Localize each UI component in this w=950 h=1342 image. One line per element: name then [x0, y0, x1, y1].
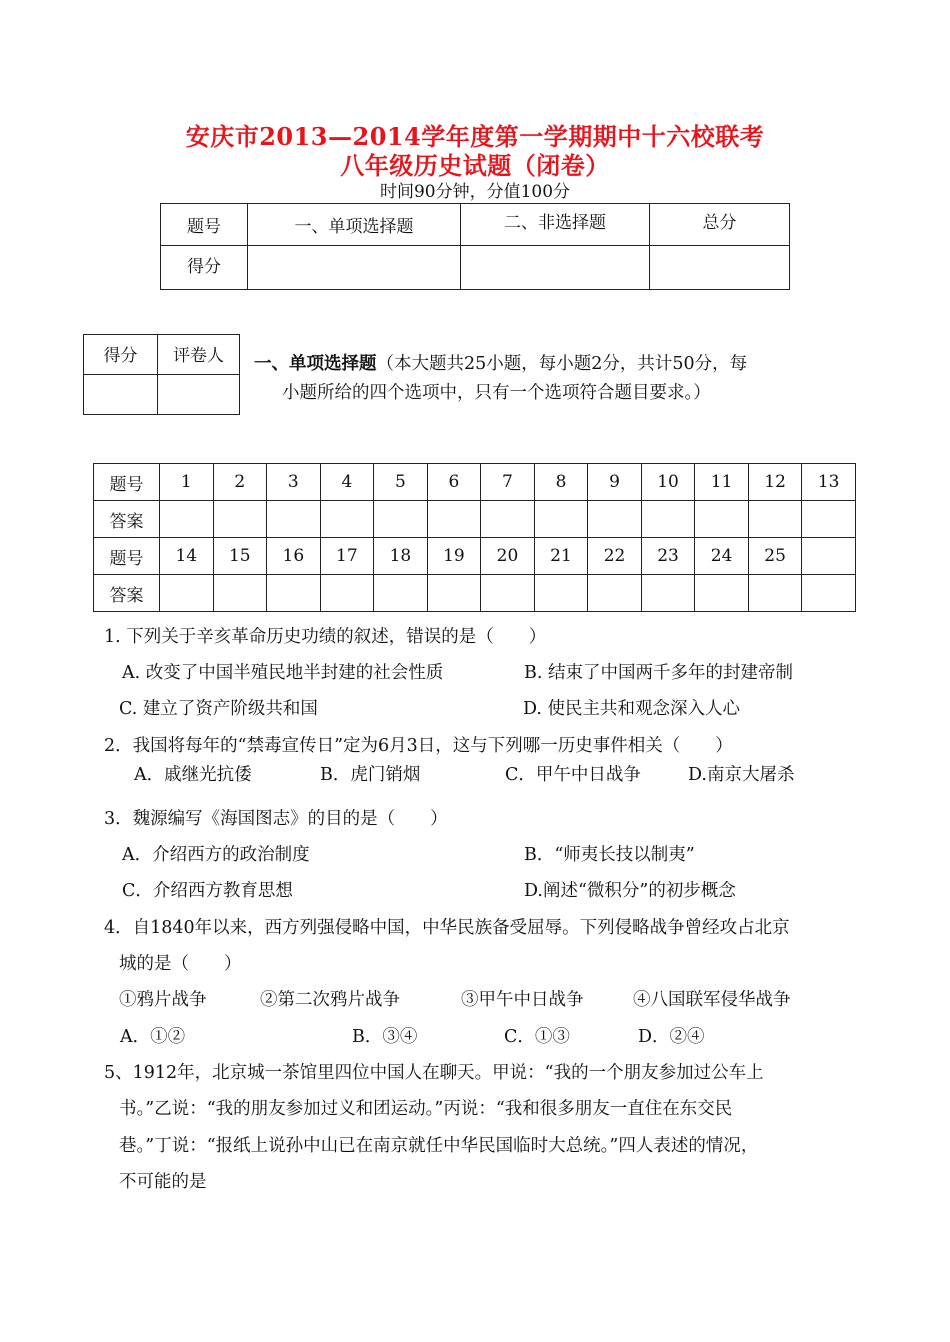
question-4-item-2: ②第二次鸦片战争 [260, 990, 400, 1010]
answer-grid-num: 23 [641, 538, 695, 575]
answer-grid-num: 6 [427, 464, 481, 501]
question-4-item-4: ④八国联军侵华战争 [633, 990, 791, 1010]
grader-score-cell[interactable] [84, 375, 158, 415]
answer-grid-num: 22 [588, 538, 642, 575]
answer-grid-num: 5 [374, 464, 428, 501]
answer-cell[interactable] [588, 501, 642, 538]
answer-grid-num: 8 [534, 464, 588, 501]
answer-cell[interactable] [320, 501, 374, 538]
score-header-cell: 二、非选择题 [461, 204, 650, 246]
answer-cell[interactable] [427, 575, 481, 612]
question-4-stem-line1: 4．自1840年以来，西方列强侵略中国，中华民族备受屈辱。下列侵略战争曾经攻占北京 [104, 918, 790, 938]
question-5-line3: 巷。”丁说：“报纸上说孙中山已在南京就任中华民国临时大总统。”四人表述的情况， [119, 1136, 759, 1156]
answer-cell[interactable] [534, 501, 588, 538]
question-4-stem-line2: 城的是（ ） [119, 954, 242, 974]
answer-grid-num: 3 [267, 464, 321, 501]
answer-grid-ans-label: 答案 [94, 575, 160, 612]
answer-grid-num: 21 [534, 538, 588, 575]
question-4-item-1: ①鸦片战争 [119, 990, 207, 1010]
section1-heading: 一、单项选择题 [254, 354, 377, 374]
answer-grid-num: 16 [267, 538, 321, 575]
answer-grid-num: 19 [427, 538, 481, 575]
score-summary-table [160, 203, 790, 290]
answer-cell[interactable] [320, 575, 374, 612]
question-4-option-d: D．②④ [638, 1027, 705, 1047]
question-2-option-b: B．虎门销烟 [320, 765, 421, 785]
section1-description-line2: 小题所给的四个选项中，只有一个选项符合题目要求。） [282, 383, 711, 403]
question-1-stem: 1. 下列关于辛亥革命历史功绩的叙述，错误的是（ ） [104, 627, 547, 647]
question-5-line4: 不可能的是 [119, 1172, 207, 1192]
answer-grid-num: 17 [320, 538, 374, 575]
answer-grid-num: 4 [320, 464, 374, 501]
grader-box [83, 334, 240, 415]
answer-cell[interactable] [160, 501, 214, 538]
answer-grid [93, 463, 856, 612]
answer-cell[interactable] [641, 575, 695, 612]
answer-cell[interactable] [267, 501, 321, 538]
answer-grid-num: 12 [748, 464, 802, 501]
score-input-cell[interactable] [650, 246, 790, 290]
question-3-option-a: A．介绍西方的政治制度 [122, 845, 310, 865]
question-4-option-c: C．①③ [504, 1027, 570, 1047]
exam-title: 安庆市2013—2014学年度第一学期期中十六校联考 [185, 122, 765, 151]
answer-grid-num: 7 [481, 464, 535, 501]
question-2-stem: 2．我国将每年的“禁毒宣传日”定为6月3日，这与下列哪一历史事件相关（ ） [104, 736, 733, 756]
exam-subtitle: 八年级历史试题（闭卷） [340, 151, 610, 180]
score-row-label: 得分 [161, 246, 248, 290]
question-5-line1: 5、1912年，北京城一茶馆里四位中国人在聊天。甲说：“我的一个朋友参加过公车上 [104, 1063, 764, 1083]
answer-cell[interactable] [695, 575, 749, 612]
question-4-item-3: ③甲午中日战争 [461, 990, 584, 1010]
question-4-option-a: A．①② [120, 1027, 186, 1047]
answer-cell[interactable] [748, 501, 802, 538]
answer-grid-num: 14 [160, 538, 214, 575]
answer-cell[interactable] [427, 501, 481, 538]
answer-cell[interactable] [802, 501, 856, 538]
answer-grid-num: 24 [695, 538, 749, 575]
answer-cell[interactable] [481, 501, 535, 538]
section1-heading-line [254, 350, 747, 375]
score-header-cell: 总分 [650, 204, 790, 246]
question-4-option-b: B．③④ [352, 1027, 418, 1047]
answer-cell[interactable] [534, 575, 588, 612]
score-header-cell: 题号 [161, 204, 248, 246]
question-5-line2: 书。”乙说：“我的朋友参加过义和团运动。”丙说：“我和很多朋友一直住在东交民 [119, 1099, 733, 1119]
answer-grid-num: 13 [802, 464, 856, 501]
answer-cell[interactable] [267, 575, 321, 612]
answer-cell[interactable] [802, 575, 856, 612]
question-1-option-a: A. 改变了中国半殖民地半封建的社会性质 [122, 663, 444, 683]
question-1-option-d: D. 使民主共和观念深入人心 [523, 699, 741, 719]
question-3-option-c: C．介绍西方教育思想 [122, 881, 293, 901]
answer-cell[interactable] [588, 575, 642, 612]
answer-grid-num: 10 [641, 464, 695, 501]
answer-grid-num: 15 [213, 538, 267, 575]
answer-cell[interactable] [213, 501, 267, 538]
answer-cell[interactable] [374, 501, 428, 538]
answer-grid-num-label: 题号 [94, 538, 160, 575]
question-2-option-a: A．戚继光抗倭 [134, 765, 252, 785]
answer-cell[interactable] [213, 575, 267, 612]
score-input-cell[interactable] [248, 246, 461, 290]
grader-score-label: 得分 [84, 335, 158, 375]
question-3-option-b: B．“师夷长技以制夷” [524, 845, 695, 865]
answer-cell[interactable] [641, 501, 695, 538]
answer-grid-num-label: 题号 [94, 464, 160, 501]
grader-name-cell[interactable] [158, 375, 240, 415]
section1-description: （本大题共25小题，每小题2分，共计50分，每 [376, 354, 748, 374]
question-2-option-c: C．甲午中日战争 [505, 765, 641, 785]
answer-grid-num: 9 [588, 464, 642, 501]
answer-cell[interactable] [160, 575, 214, 612]
answer-grid-num: 20 [481, 538, 535, 575]
answer-grid-num [802, 538, 856, 575]
question-3-stem: 3．魏源编写《海国图志》的目的是（ ） [104, 809, 448, 829]
score-input-cell[interactable] [461, 246, 650, 290]
answer-cell[interactable] [748, 575, 802, 612]
answer-cell[interactable] [374, 575, 428, 612]
question-2-option-d: D.南京大屠杀 [688, 765, 795, 785]
score-header-cell: 一、单项选择题 [248, 204, 461, 246]
question-3-option-d: D.阐述“微积分”的初步概念 [524, 881, 736, 901]
time-score-note: 时间90分钟，分值100分 [379, 182, 571, 202]
answer-grid-num: 25 [748, 538, 802, 575]
answer-grid-num: 11 [695, 464, 749, 501]
answer-grid-num: 18 [374, 538, 428, 575]
answer-grid-num: 2 [213, 464, 267, 501]
answer-grid-num: 1 [160, 464, 214, 501]
answer-cell[interactable] [695, 501, 749, 538]
question-1-option-b: B. 结束了中国两千多年的封建帝制 [524, 663, 793, 683]
answer-grid-ans-label: 答案 [94, 501, 160, 538]
answer-cell[interactable] [481, 575, 535, 612]
question-1-option-c: C. 建立了资产阶级共和国 [119, 699, 318, 719]
grader-name-label: 评卷人 [158, 335, 240, 375]
